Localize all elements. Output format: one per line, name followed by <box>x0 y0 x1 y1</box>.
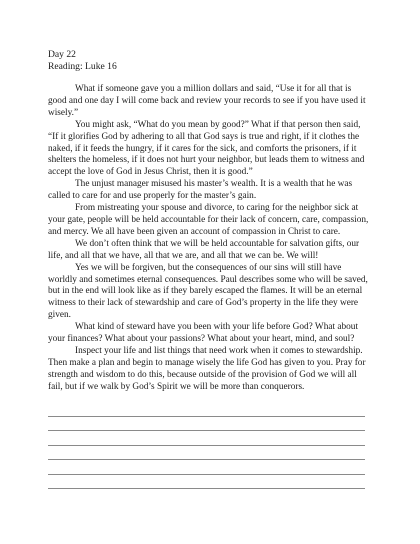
writing-line[interactable] <box>48 402 365 417</box>
day-label: Day 22 <box>48 49 76 60</box>
paragraph: We don’t often think that we will be held accountable for salvation gifts, our life, and all that we have, all that we are, and all that we can be. We will! <box>48 238 360 261</box>
writing-line[interactable] <box>48 431 365 446</box>
paragraph: Inspect your life and list things that need work when it comes to stewardship. Then make a plan and begin to manage wisely the life God has given to you. Pray for strength and wisdom to do this, because outside of the provision of God we will all fail, but if we walk by God’s Spirit we will be more than conquerors. <box>48 345 366 392</box>
paragraph: You might ask, “What do you mean by good?” What if that person then said, “If it glorifies God by adhering to all that God says is true and right, if it clothes the naked, if it feeds the hungry, if it cares for the sick, and comforts the prisoners, if it shelters the homeless, if it does not hurt your neighbor, but leads them to witness and accept the love of God in Jesus Christ, then it is good.” <box>48 119 365 178</box>
paragraph: From mistreating your spouse and divorce, to caring for the neighbor sick at your gate, people will be held accountable for their lack of concern, care, compassion, and mercy. We all have been given an account of compassion in Christ to care. <box>48 203 369 237</box>
reading-label: Reading: Luke 16 <box>48 61 117 72</box>
writing-line[interactable] <box>48 460 365 475</box>
writing-lines <box>48 402 365 489</box>
writing-line[interactable] <box>48 446 365 461</box>
writing-line[interactable] <box>48 417 365 432</box>
paragraph: What if someone gave you a million dollars and said, “Use it for all that is good and one day I will come back and review your records to see if you have used it wisely.” <box>48 84 366 118</box>
devotional-text <box>48 84 372 394</box>
page-header <box>48 49 117 73</box>
paragraph: Yes we will be forgiven, but the consequences of our sins will still have worldly and sometimes eternal consequences. Paul describes some who will be saved, but in the end will look like as if they barely escaped the flames. It will be an eternal witness to their lack of stewardship and care of God’s property in the life they were given. <box>48 262 368 321</box>
paragraph: What kind of steward have you been with your life before God? What about your finances? What about your passions? What about your heart, mind, and soul? <box>48 322 359 345</box>
paragraph: The unjust manager misused his master’s wealth. It is a wealth that he was called to care for and use properly for the master’s gain. <box>48 179 353 202</box>
writing-line[interactable] <box>48 475 365 490</box>
